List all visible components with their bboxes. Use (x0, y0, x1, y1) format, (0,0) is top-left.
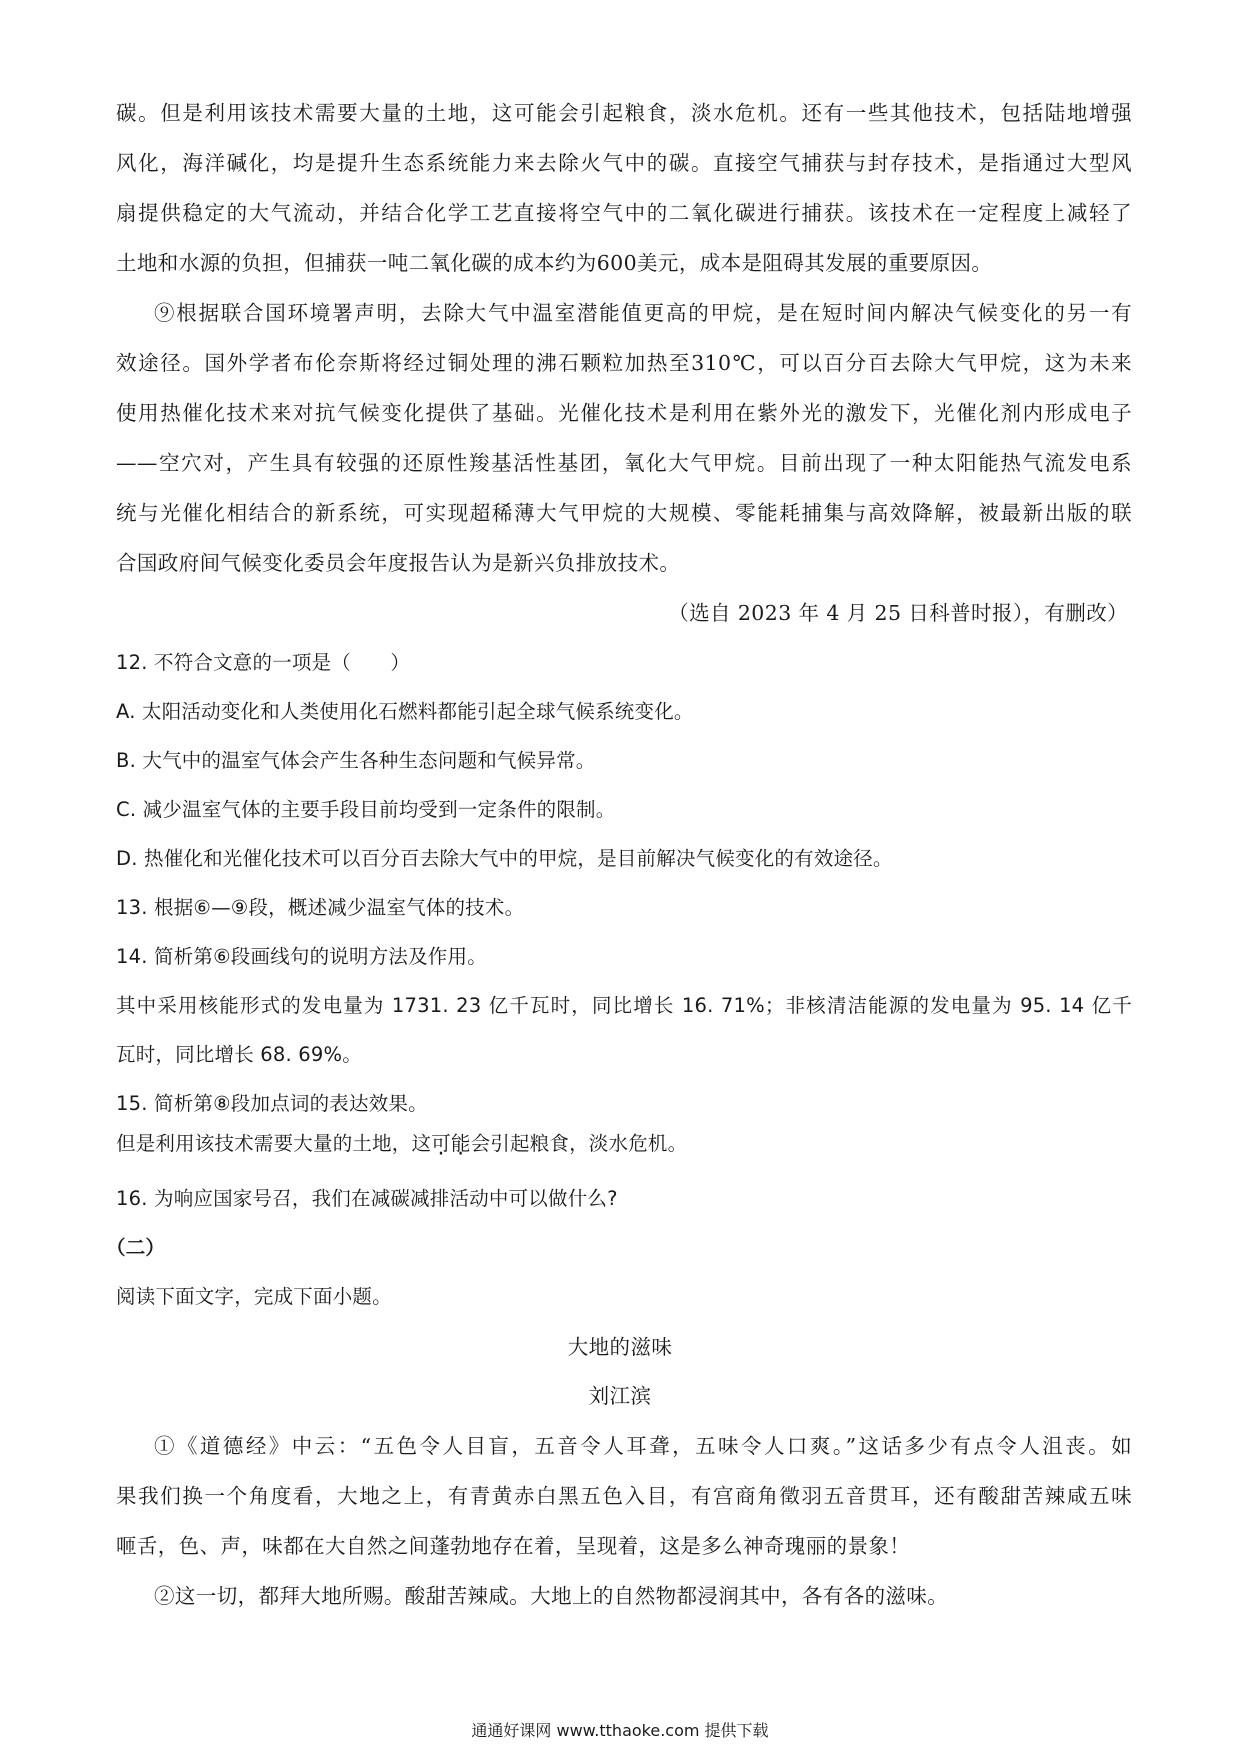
question-14-stem: 14. 简析第⑥段画线句的说明方法及作用。 (116, 945, 487, 968)
passage-line: 风化，海洋碱化，均是提升生态系统能力来去除火气中的碳。直接空气捕获与封存技术，是指通过大型风 (116, 151, 1132, 175)
paragraph-9-line: 使用热催化技术来对抗气候变化提供了基础。光催化技术是利用在紫外光的激发下，光催化剂内形成电子 (116, 401, 1132, 425)
article-paragraph-1-line: 果我们换一个角度看，大地之上，有青黄赤白黑五色入目，有宫商角徵羽五音贯耳，还有酸甜苦辣咸五味 (116, 1484, 1132, 1508)
article-author: 刘江滨 (588, 1384, 652, 1408)
paragraph-9-line: 效途径。国外学者布伦奈斯将经过铜处理的沸石颗粒加热至310℃，可以百分百去除大气甲烷，这为未来 (116, 351, 1132, 375)
sentence-text: 但是利用该技术需要大量的土地，这 (116, 1132, 432, 1155)
question-14-text-line: 其中采用核能形式的发电量为 1731. 23 亿千瓦时，同比增长 16. 71%；非核清洁能源的发电量为 95. 14 亿千 (116, 994, 1132, 1017)
paragraph-9-line: 统与光催化相结合的新系统，可实现超稀薄大气甲烷的大规模、零能耗捕集与高效降解，被最新出版的联 (116, 501, 1132, 525)
question-12-option-d: D. 热催化和光催化技术可以百分百去除大气中的甲烷，是目前解决气候变化的有效途径。 (116, 847, 893, 870)
section-heading: （二） (106, 1236, 166, 1259)
section-instruction: 阅读下面文字，完成下面小题。 (116, 1285, 392, 1308)
paragraph-9-line: ——空穴对，产生具有较强的还原性羧基活性基团，氧化大气甲烷。目前出现了一种太阳能热气流发电系 (116, 451, 1132, 475)
passage-line: 碳。但是利用该技术需要大量的土地，这可能会引起粮食，淡水危机。还有一些其他技术，包括陆地增强 (116, 101, 1132, 125)
question-15-stem: 15. 简析第⑧段加点词的表达效果。 (116, 1092, 428, 1115)
emphasized-word-char: 能 (450, 1132, 471, 1155)
question-12-option-c: C. 减少温室气体的主要手段目前均受到一定条件的限制。 (116, 798, 616, 821)
question-13: 13. 根据⑥—⑨段，概述减少温室气体的技术。 (116, 896, 525, 919)
article-paragraph-1-line: 咂舌，色、声，味都在大自然之间蓬勃地存在着，呈现着，这是多么神奇瑰丽的景象！ (116, 1534, 911, 1558)
article-title: 大地的滋味 (567, 1335, 673, 1359)
article-paragraph-2: ②这一切，都拜大地所赐。酸甜苦辣咸。大地上的自然物都浸润其中，各有各的滋味。 (154, 1584, 949, 1608)
emphasized-word-char: 可 (431, 1132, 451, 1155)
question-16: 16. 为响应国家号召，我们在减碳减排活动中可以做什么? (116, 1187, 618, 1210)
question-12-option-b: B. 大气中的温室气体会产生各种生态问题和气候异常。 (116, 749, 596, 772)
article-paragraph-1-line: ①《道德经》中云：“五色令人目盲，五音令人耳聋，五味令人口爽。”这话多少有点令人沮丧。如 (154, 1434, 1132, 1458)
passage-line: 扇提供稳定的大气流动，并结合化学工艺直接将空气中的二氧化碳进行捕获。该技术在一定程度上减轻了 (116, 201, 1132, 225)
question-14-text-line: 瓦时，同比增长 68. 69%。 (116, 1043, 362, 1066)
question-15-sentence (116, 1129, 1132, 1159)
passage-line: 土地和水源的负担，但捕获一吨二氧化碳的成本约为600美元，成本是阻碍其发展的重要原因。 (116, 251, 993, 275)
question-12-option-a: A. 太阳活动变化和人类使用化石燃料都能引起全球气候系统变化。 (116, 700, 694, 723)
source-citation: （选自 2023 年 4 月 25 日科普时报），有删改） (668, 601, 1128, 625)
question-12-stem: 12. 不符合文意的一项是（ ） (116, 651, 411, 674)
page-footer: 通通好课网 www.tthaoke.com 提供下载 (471, 1721, 769, 1740)
sentence-text: 会引起粮食，淡水危机。 (470, 1132, 688, 1155)
paragraph-9-line: ⑨根据联合国环境署声明，去除大气中温室潜能值更高的甲烷，是在短时间内解决气候变化的另一有 (154, 301, 1132, 325)
paragraph-9-line: 合国政府间气候变化委员会年度报告认为是新兴负排放技术。 (116, 551, 681, 575)
